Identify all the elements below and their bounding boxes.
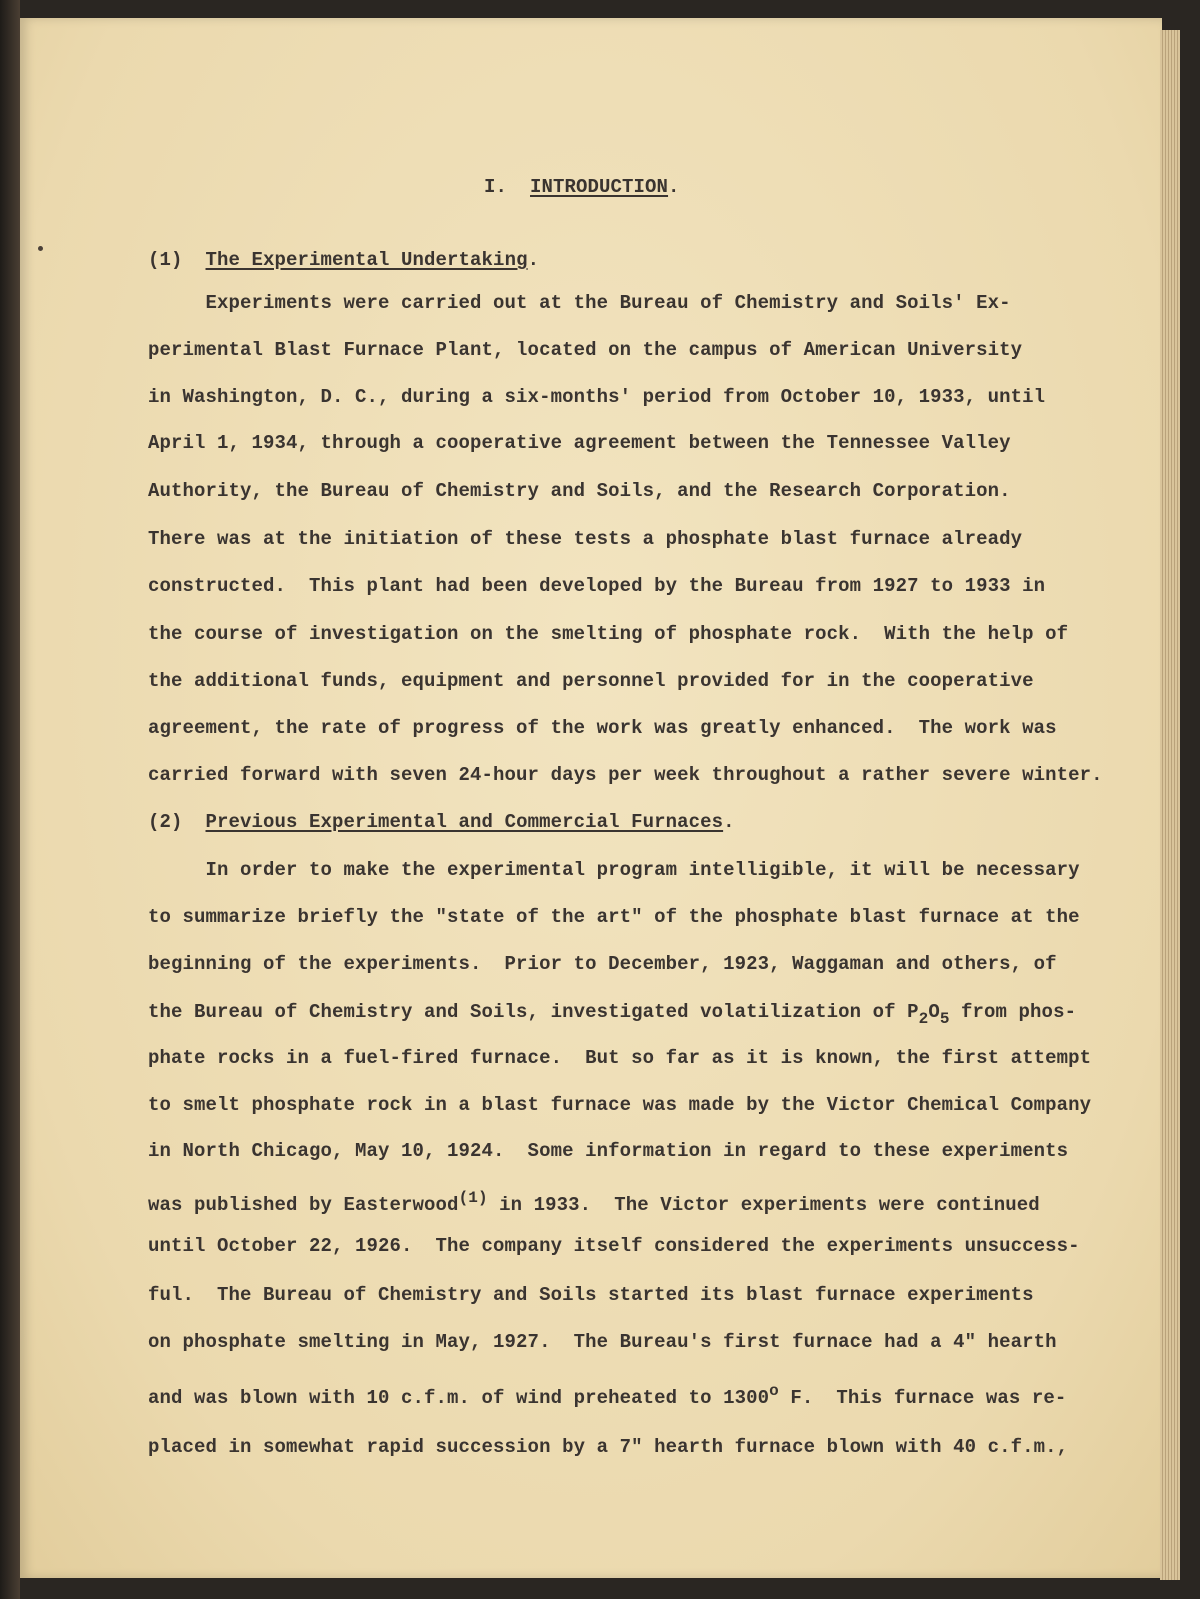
- subsection-heading: [148, 249, 539, 271]
- text-segment: to smelt phosphate rock in a blast furnace was made by the Victor Chemical Company: [148, 1094, 1092, 1116]
- text-segment: ful. The Bureau of Chemistry and Soils started its blast furnace experiments: [148, 1284, 1034, 1306]
- text-line: [148, 1436, 1068, 1458]
- text-line: [148, 1235, 1080, 1257]
- text-line: [148, 859, 1080, 881]
- text-segment: the additional funds, equipment and personnel provided for in the cooperative: [148, 670, 1034, 692]
- text-segment: (2): [148, 811, 206, 833]
- underlined-heading-text: INTRODUCTION: [530, 176, 669, 198]
- text-segment: There was at the initiation of these tests a phosphate blast furnace already: [148, 528, 1023, 550]
- text-segment: phate rocks in a fuel-fired furnace. But so far as it is known, the first attempt: [148, 1047, 1092, 1069]
- text-line: [148, 1094, 1091, 1116]
- text-segment: .: [668, 176, 680, 198]
- text-segment: constructed. This plant had been developed by the Bureau from 1927 to 1933 in: [148, 575, 1046, 597]
- text-segment: (1): [148, 249, 206, 271]
- text-segment: O: [928, 1001, 940, 1023]
- text-segment: to summarize briefly the "state of the art" of the phosphate blast furnace at the: [148, 906, 1080, 928]
- subscript: 5: [939, 1010, 950, 1028]
- superscript: o: [769, 1382, 779, 1400]
- text-segment: placed in somewhat rapid succession by a 7" hearth furnace blown with 40 c.f.m.,: [148, 1436, 1069, 1458]
- text-line: [148, 717, 1057, 739]
- text-line: [148, 575, 1045, 597]
- subsection-heading: [148, 811, 735, 833]
- text-segment: the Bureau of Chemistry and Soils, investigated volatilization of P: [148, 1001, 919, 1023]
- text-line: [148, 432, 1011, 454]
- text-segment: from phos-: [949, 1001, 1077, 1023]
- margin-mark: [38, 246, 43, 251]
- text-segment: in Washington, D. C., during a six-months' period from October 10, 1933, until: [148, 386, 1046, 408]
- text-segment: perimental Blast Furnace Plant, located on the campus of American University: [148, 339, 1023, 361]
- text-segment: Authority, the Bureau of Chemistry and Soils, and the Research Corporation.: [148, 480, 1011, 502]
- superscript: (1): [458, 1189, 488, 1207]
- text-segment: April 1, 1934, through a cooperative agreement between the Tennessee Valley: [148, 432, 1011, 454]
- book-binding: [0, 0, 20, 1599]
- text-segment: the course of investigation on the smelting of phosphate rock. With the help of: [148, 623, 1069, 645]
- text-segment: beginning of the experiments. Prior to December, 1923, Waggaman and others, of: [148, 953, 1057, 975]
- text-line: [148, 1331, 1057, 1353]
- text-line: [148, 953, 1057, 975]
- underlined-heading-text: The Experimental Undertaking: [205, 249, 528, 271]
- text-line: [148, 670, 1034, 692]
- text-line: [148, 528, 1022, 550]
- text-line: [148, 1047, 1091, 1069]
- text-line: [148, 1380, 1066, 1409]
- text-segment: F. This furnace was re-: [778, 1387, 1067, 1409]
- text-segment: .: [527, 249, 540, 271]
- text-segment: I.: [484, 176, 531, 198]
- underlined-heading-text: Previous Experimental and Commercial Furnaces: [205, 811, 724, 833]
- text-line: [148, 906, 1080, 928]
- subscript: 2: [918, 1010, 929, 1028]
- text-line: [148, 1140, 1068, 1162]
- text-segment: agreement, the rate of progress of the work was greatly enhanced. The work was: [148, 717, 1057, 739]
- text-segment: on phosphate smelting in May, 1927. The Bureau's first furnace had a 4" hearth: [148, 1331, 1057, 1353]
- section-title: [484, 176, 680, 198]
- text-line: [148, 764, 1103, 786]
- text-segment: until October 22, 1926. The company itself considered the experiments unsuccess-: [148, 1235, 1080, 1257]
- text-line: [148, 623, 1068, 645]
- text-line: [148, 1187, 1040, 1216]
- text-line: [148, 292, 1011, 314]
- text-segment: was published by Easterwood: [148, 1194, 459, 1216]
- text-segment: in North Chicago, May 10, 1924. Some information in regard to these experiments: [148, 1140, 1069, 1162]
- text-line: [148, 480, 1011, 502]
- text-segment: in 1933. The Victor experiments were continued: [487, 1194, 1040, 1216]
- text-line: [148, 1284, 1034, 1306]
- text-segment: carried forward with seven 24-hour days per week throughout a rather severe winter.: [148, 764, 1103, 786]
- text-segment: In order to make the experimental program intelligible, it will be necessary: [148, 859, 1080, 881]
- text-line: [148, 386, 1045, 408]
- text-line: [148, 1001, 1076, 1030]
- text-line: [148, 339, 1022, 361]
- page-edges: [1160, 30, 1180, 1580]
- text-segment: Experiments were carried out at the Bureau of Chemistry and Soils' Ex-: [148, 292, 1011, 314]
- text-segment: and was blown with 10 c.f.m. of wind preheated to 1300: [148, 1387, 770, 1409]
- text-segment: .: [723, 811, 735, 833]
